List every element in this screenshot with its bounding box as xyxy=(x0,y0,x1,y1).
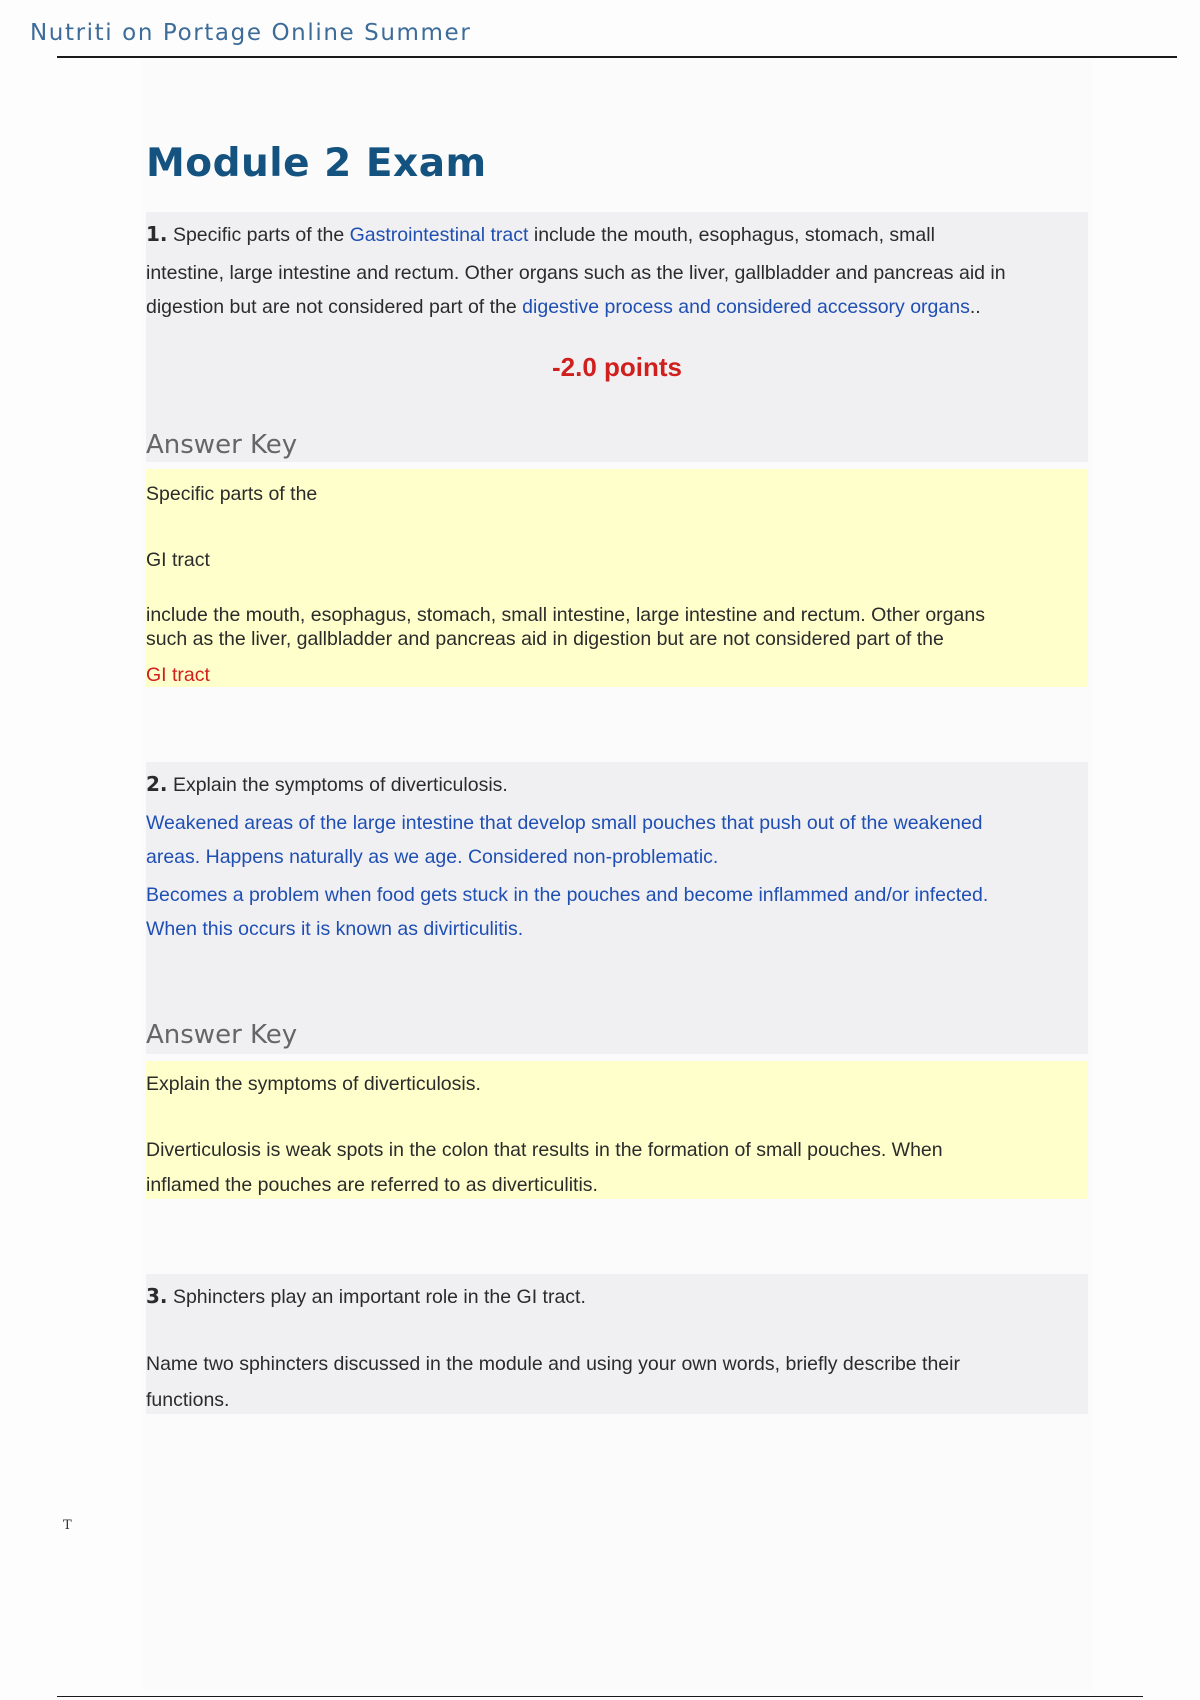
question-3-prompt: 3. Sphincters play an important role in the GI tract. xyxy=(146,1284,586,1308)
question-2-prompt: 2. Explain the symptoms of diverticulosis. xyxy=(146,772,508,796)
answer-key-highlight: GI tract xyxy=(146,664,210,686)
footer-divider xyxy=(57,1696,1143,1697)
exam-title: Module 2 Exam xyxy=(146,141,487,186)
answer-key-line: include the mouth, esophagus, stomach, small intestine, large intestine and rectum. Other organs xyxy=(146,604,985,626)
student-response-line: areas. Happens naturally as we age. Considered non-problematic. xyxy=(146,846,719,868)
answer-key-line: GI tract xyxy=(146,549,210,571)
question-3-line: functions. xyxy=(146,1389,230,1411)
answer-key-line: such as the liver, gallbladder and pancreas aid in digestion but are not considered part of the xyxy=(146,628,944,650)
student-response-line: Weakened areas of the large intestine that develop small pouches that push out of the weakened xyxy=(146,812,983,834)
answer-key-line: Specific parts of the xyxy=(146,483,318,505)
question-1-line-3: digestion but are not considered part of the digestive process and considered accessory organs.. xyxy=(146,296,981,318)
answer-key-title: Answer Key xyxy=(146,1020,298,1050)
question-3-box xyxy=(146,1274,1088,1414)
question-1-number: 1. xyxy=(146,222,168,246)
question-1-line-1: 1. Specific parts of the Gastrointestinal tract include the mouth, esophagus, stomach, small xyxy=(146,222,935,246)
student-response-line: Becomes a problem when food gets stuck in the pouches and become inflammed and/or infected. xyxy=(146,884,989,906)
header-divider xyxy=(57,56,1177,58)
answer-key-line: Diverticulosis is weak spots in the colon that results in the formation of small pouches. When xyxy=(146,1139,943,1161)
question-1-answer-key xyxy=(146,469,1088,687)
course-header-title: Nutriti on Portage Online Summer xyxy=(30,20,472,46)
student-response-line: When this occurs it is known as divirticulitis. xyxy=(146,918,524,940)
stray-mark: T xyxy=(63,1518,72,1533)
question-2-number: 2. xyxy=(146,772,168,796)
question-2-answer-key xyxy=(146,1061,1088,1199)
answer-key-line: Explain the symptoms of diverticulosis. xyxy=(146,1073,481,1095)
term-link: Gastrointestinal tract xyxy=(349,224,529,246)
question-3-line: Name two sphincters discussed in the module and using your own words, briefly describe their xyxy=(146,1353,960,1375)
blank-answer: digestive process and considered accessory organs xyxy=(522,296,970,318)
points-score: -2.0 points xyxy=(551,352,682,382)
answer-key-line: inflamed the pouches are referred to as diverticulitis. xyxy=(146,1174,598,1196)
question-2-box xyxy=(146,762,1088,1054)
question-3-number: 3. xyxy=(146,1284,168,1308)
question-1-line-2: intestine, large intestine and rectum. Other organs such as the liver, gallbladder and pancreas aid in xyxy=(146,262,1006,284)
answer-key-title: Answer Key xyxy=(146,430,298,460)
question-1-box xyxy=(146,212,1088,462)
